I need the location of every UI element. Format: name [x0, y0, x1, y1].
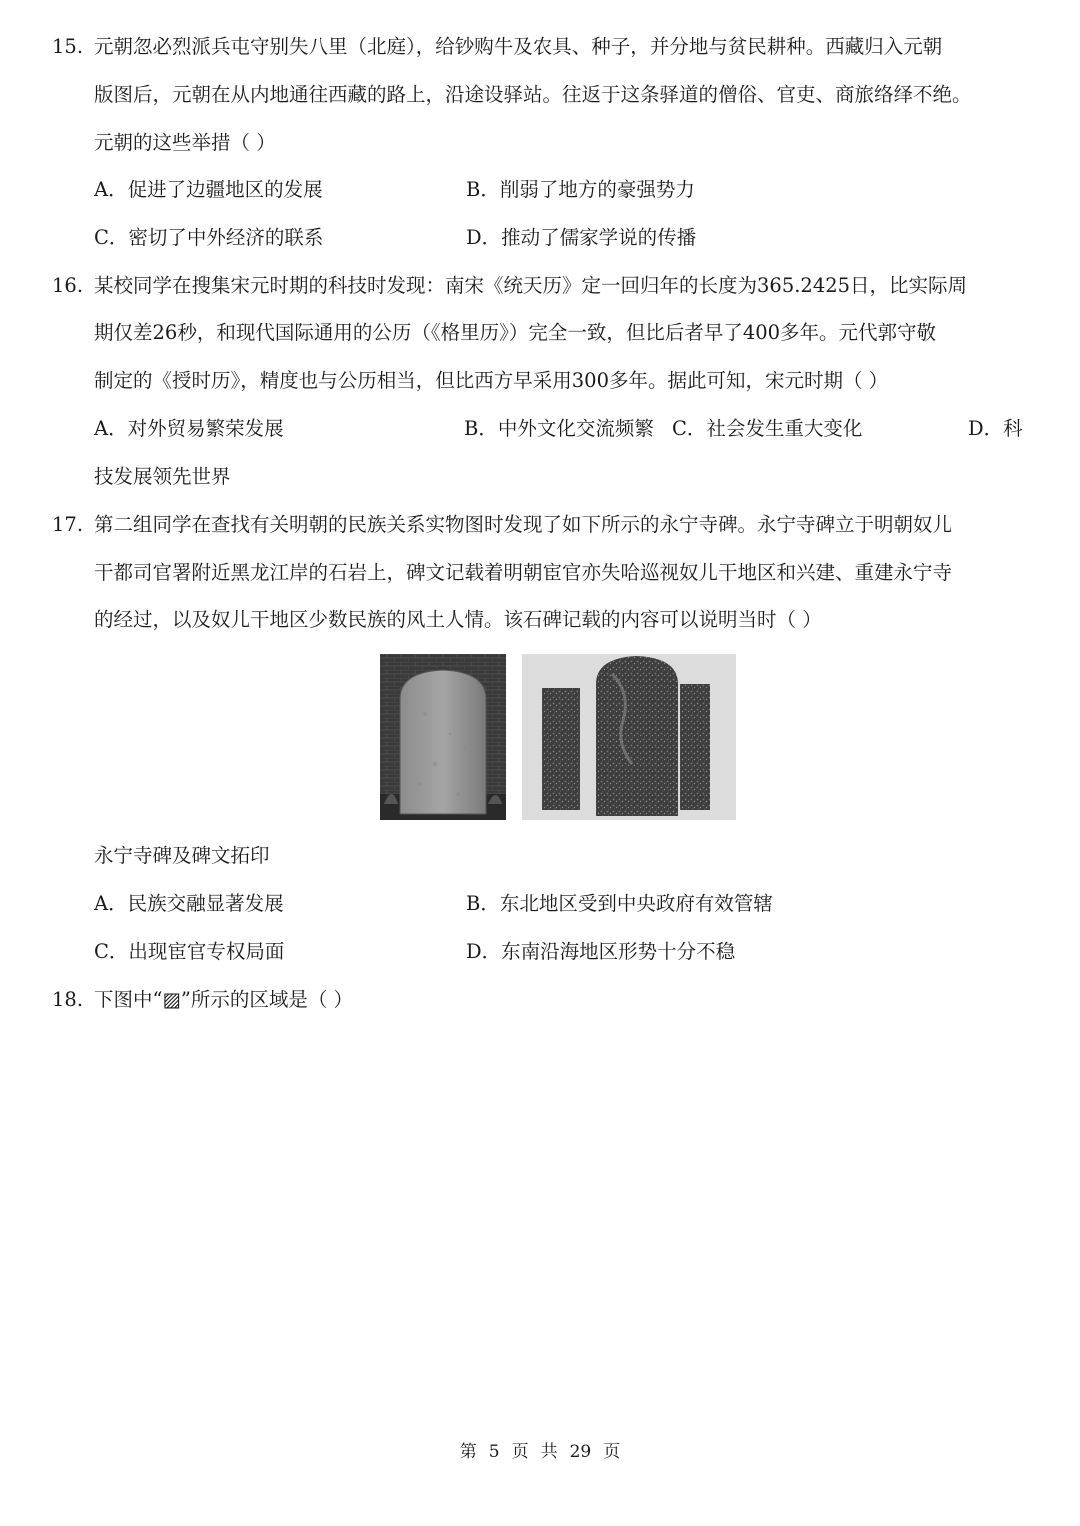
question-number: 17. [52, 513, 84, 536]
total-label: 共 [540, 1442, 558, 1462]
stele-photo [380, 654, 506, 820]
page-footer [0, 1440, 1080, 1464]
option-b[interactable]: B．中外文化交流频繁 [464, 417, 654, 440]
option-c[interactable]: C．密切了中外经济的联系 [94, 226, 324, 249]
question-number: 16. [52, 274, 84, 297]
question-text-line: 元朝忽必烈派兵屯守别失八里（北庭），给钞购牛及农具、种子，并分地与贫民耕种。西藏归入元朝 [94, 35, 943, 58]
page-label: 第 [459, 1442, 477, 1462]
figure-caption: 永宁寺碑及碑文拓印 [94, 844, 270, 867]
question-text-line: 的经过，以及奴儿干地区少数民族的风土人情。该石碑记载的内容可以说明当时（ ） [94, 608, 822, 631]
question-text-line: 下图中“▨”所示的区域是（ ） [94, 988, 354, 1011]
question-text-line: 版图后，元朝在从内地通往西藏的路上，沿途设驿站。往返于这条驿道的僧俗、官吏、商旅络绎不绝。 [94, 83, 972, 106]
option-d[interactable]: D．推动了儒家学说的传播 [466, 226, 697, 249]
total-unit: 页 [603, 1442, 621, 1462]
option-d-continued: 技发展领先世界 [94, 465, 231, 488]
question-text-line: 某校同学在搜集宋元时期的科技时发现：南宋《统天历》定一回归年的长度为365.2425日，比实际周 [94, 274, 968, 297]
question-text-line: 元朝的这些举措（ ） [94, 131, 276, 154]
question-text-line: 制定的《授时历》，精度也与公历相当，但比西方早采用300多年。据此可知，宋元时期（ ） [94, 369, 889, 392]
option-c[interactable]: C．出现宦官专权局面 [94, 940, 285, 963]
option-b[interactable]: B．东北地区受到中央政府有效管辖 [466, 892, 773, 915]
total-pages: 29 [569, 1442, 592, 1462]
question-text-line: 干都司官署附近黑龙江岸的石岩上，碑文记载着明朝宦官亦失哈巡视奴儿干地区和兴建、重建永宁寺 [94, 561, 953, 584]
rubbing-photo [522, 654, 736, 820]
option-a[interactable]: A．促进了边疆地区的发展 [94, 178, 323, 201]
question-text-line: 期仅差26秒，和现代国际通用的公历（《格里历》）完全一致，但比后者早了400多年。元代郭守敬 [94, 321, 937, 344]
page-unit: 页 [511, 1442, 529, 1462]
option-b[interactable]: B．削弱了地方的豪强势力 [466, 178, 695, 201]
question-text-line: 第二组同学在查找有关明朝的民族关系实物图时发现了如下所示的永宁寺碑。永宁寺碑立于明朝奴儿 [94, 513, 953, 536]
page-number: 5 [488, 1442, 500, 1462]
option-d[interactable]: D．科 [968, 417, 1023, 440]
option-a[interactable]: A．对外贸易繁荣发展 [94, 417, 284, 440]
question-number: 18. [52, 988, 84, 1011]
option-c[interactable]: C．社会发生重大变化 [672, 417, 863, 440]
option-d[interactable]: D．东南沿海地区形势十分不稳 [466, 940, 736, 963]
question-number: 15. [52, 35, 84, 58]
option-a[interactable]: A．民族交融显著发展 [94, 892, 284, 915]
